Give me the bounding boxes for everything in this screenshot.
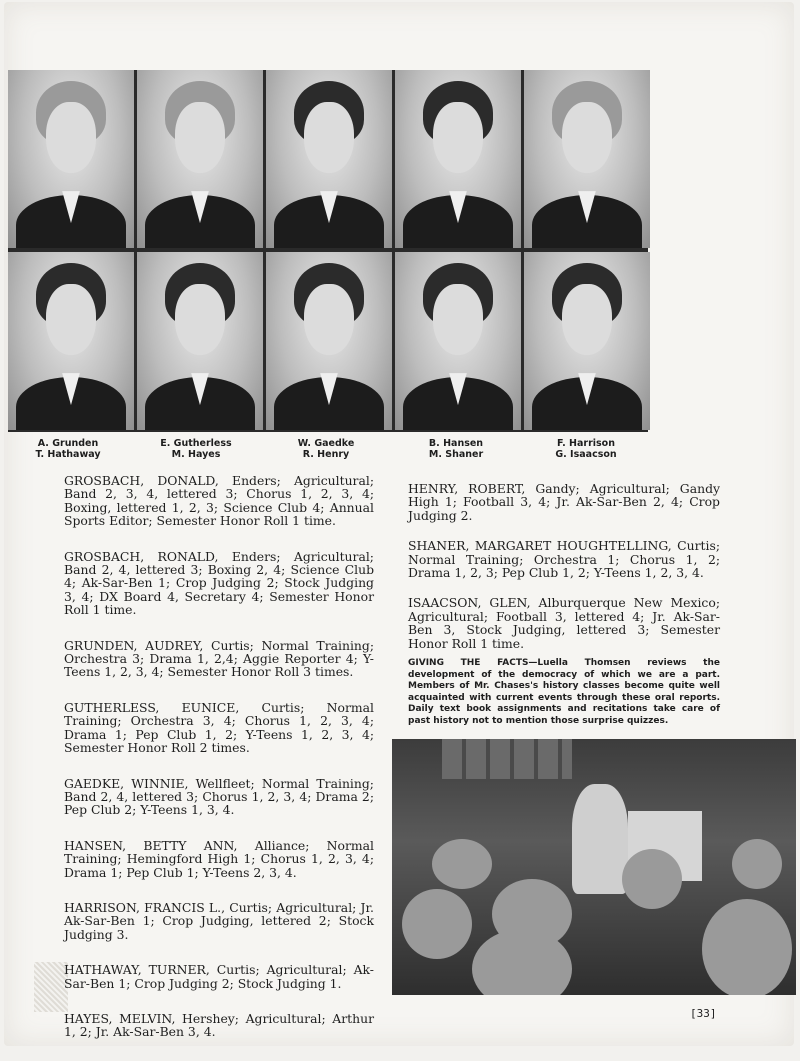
senior-entry: HARRISON, FRANCIS L., Curtis; Agricultural; Jr. Ak-Sar-Ben 1; Crop Judging, lettered 2; Stock Judging 3. bbox=[64, 899, 374, 942]
caption-name: B. Hansen bbox=[428, 438, 484, 449]
portrait-face bbox=[46, 284, 96, 355]
senior-entry: SHANER, MARGARET HOUGHTELLING, Curtis; Normal Training; Orchestra 1; Chorus 1, 2; Drama 1, 2, 3; Pep Club 1, 2; Y-Teens 1, 2, 3, 4. bbox=[408, 538, 720, 581]
senior-entry: HAYES, MELVIN, Hershey; Agricultural; Arthur 1, 2; Jr. Ak-Sar-Ben 3, 4. bbox=[64, 1010, 374, 1040]
portrait-grid bbox=[8, 70, 648, 432]
caption-name: M. Shaner bbox=[428, 449, 484, 460]
paper-stain bbox=[34, 962, 68, 1012]
senior-list-left bbox=[64, 474, 374, 1061]
caption-name: E. Gutherless bbox=[160, 438, 232, 449]
portrait-photo bbox=[266, 252, 392, 430]
student-figure bbox=[622, 849, 682, 909]
portrait-photo bbox=[137, 70, 263, 248]
caption-name: T. Hathaway bbox=[35, 449, 101, 460]
senior-entry: HENRY, ROBERT, Gandy; Agricultural; Gandy High 1; Football 3, 4; Jr. Ak-Sar-Ben 2, 4; Crop Judging 2. bbox=[408, 481, 720, 523]
senior-entry: GUTHERLESS, EUNICE, Curtis; Normal Training; Orchestra 3, 4; Chorus 1, 2, 3, 4; Drama 1; Pep Club 1, 2; Y-Teens 1, 2, 3, 4; Semester Honor Roll 2 times. bbox=[64, 699, 374, 756]
caption-pair bbox=[276, 438, 376, 460]
caption-name: M. Hayes bbox=[171, 449, 221, 460]
portrait-photo bbox=[395, 252, 521, 430]
caption-pair bbox=[146, 438, 246, 460]
portrait-face bbox=[304, 102, 354, 173]
portrait-photo bbox=[524, 70, 650, 248]
portrait-photo bbox=[137, 252, 263, 430]
student-figure bbox=[702, 899, 792, 995]
portrait-photo bbox=[266, 70, 392, 248]
portrait-face bbox=[46, 102, 96, 173]
portrait-face bbox=[562, 284, 612, 355]
photo-caption: GIVING THE FACTS—Luella Thomsen reviews the development of the democracy of which we are a part. Members of Mr. Chases's history classes become quite well acquainted with current events through these oral reports. Daily text book assignments and recitations take care of past history not to mention those surprise quizzes. bbox=[408, 658, 720, 726]
senior-entry: ISAACSON, GLEN, Alburquerque New Mexico; Agricultural; Football 3, lettered 4; Jr. Ak-Sar-Ben 3, Stock Judging, lettered 3; Semester Honor Roll 1 time. bbox=[408, 595, 720, 651]
student-figure bbox=[402, 889, 472, 959]
senior-entry: GAEDKE, WINNIE, Wellfleet; Normal Training; Band 2, 4, lettered 3; Chorus 1, 2, 3, 4; Drama 2; Pep Club 2; Y-Teens 1, 3, 4. bbox=[64, 775, 374, 818]
portrait-face bbox=[304, 284, 354, 355]
caption-name: G. Isaacson bbox=[555, 449, 617, 460]
caption-name: A. Grunden bbox=[37, 438, 99, 449]
portrait-captions bbox=[4, 438, 664, 466]
student-figure bbox=[732, 839, 782, 889]
portrait-face bbox=[175, 102, 225, 173]
classroom-window bbox=[442, 739, 572, 779]
senior-list-right bbox=[408, 482, 720, 667]
portrait-photo bbox=[524, 252, 650, 430]
senior-entry: GRUNDEN, AUDREY, Curtis; Normal Training; Orchestra 3; Drama 1, 2,4; Aggie Reporter 4; Y-Teens 1, 2, 3, 4; Semester Honor Roll 3 times. bbox=[64, 637, 374, 680]
senior-entry: GROSBACH, RONALD, Enders; Agricultural; Band 2, 4, lettered 3; Boxing 2, 4; Science Club 4; Ak-Sar-Ben 1; Crop Judging 2; Stock Judging 3, 4; DX Board 4, Secretary 4; Semester Honor Roll 1 time. bbox=[64, 548, 374, 618]
portrait-face bbox=[433, 102, 483, 173]
senior-entry: HATHAWAY, TURNER, Curtis; Agricultural; Ak-Sar-Ben 1; Crop Judging 2; Stock Judging 1. bbox=[64, 962, 374, 991]
caption-name: R. Henry bbox=[302, 449, 350, 460]
yearbook-page bbox=[4, 2, 794, 1046]
teacher-figure bbox=[572, 784, 628, 894]
senior-entry: GROSBACH, DONALD, Enders; Agricultural; Band 2, 3, 4, lettered 3; Chorus 1, 2, 3, 4; Boxing, lettered 1, 2, 3; Science Club 4; Annual Sports Editor; Semester Honor Roll 1 time. bbox=[64, 473, 374, 529]
caption-name: W. Gaedke bbox=[297, 438, 355, 449]
page-number: [33] bbox=[690, 1007, 717, 1020]
portrait-photo bbox=[8, 252, 134, 430]
caption-pair bbox=[536, 438, 636, 460]
classroom-photo bbox=[392, 739, 796, 995]
portrait-photo bbox=[395, 70, 521, 248]
student-figure bbox=[432, 839, 492, 889]
portrait-face bbox=[562, 102, 612, 173]
portrait-face bbox=[433, 284, 483, 355]
portrait-face bbox=[175, 284, 225, 355]
caption-pair bbox=[406, 438, 506, 460]
caption-pair bbox=[18, 438, 118, 460]
caption-name: F. Harrison bbox=[557, 438, 615, 449]
senior-entry: HANSEN, BETTY ANN, Alliance; Normal Training; Hemingford High 1; Chorus 1, 2, 3, 4; Drama 1; Pep Club 1; Y-Teens 2, 3, 4. bbox=[64, 837, 374, 880]
portrait-photo bbox=[8, 70, 134, 248]
